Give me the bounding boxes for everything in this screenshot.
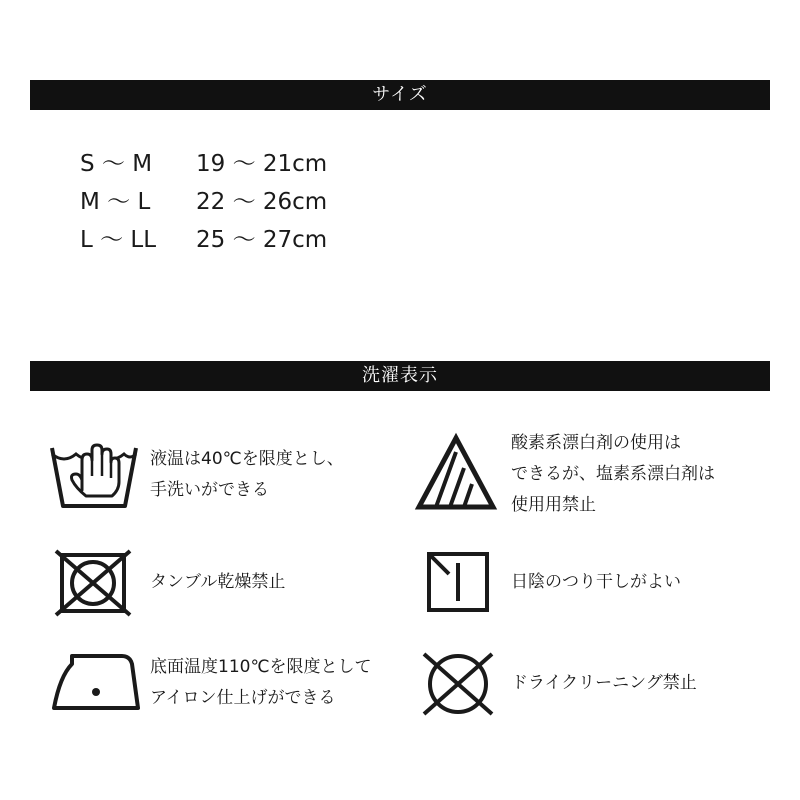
size-label: L 〜 LL [80,227,157,253]
hand-wash-40-icon [46,440,142,516]
care-description: 液温は40℃を限度とし、 手洗いができる [150,449,344,500]
size-range: 19 〜 21cm [196,151,328,177]
size-label: S 〜 M [80,151,153,177]
care-description: 酸素系漂白剤の使用は できるが、塩素系漂白剤は 使用用禁止 [511,433,715,515]
care-section-header: 洗濯表示 [30,361,770,391]
care-description: 底面温度110℃を限度として アイロン仕上げができる [150,657,372,708]
care-description: タンブル乾燥禁止 [150,572,286,592]
size-section-header: サイズ [30,80,770,110]
no-tumble-dry-icon [54,549,132,617]
size-label: M 〜 L [80,189,151,215]
no-dry-clean-icon [420,650,496,718]
care-description: ドライクリーニング禁止 [511,673,697,693]
size-range: 22 〜 26cm [196,189,328,215]
shade-line-dry-icon [424,549,492,615]
size-range: 25 〜 27cm [196,227,328,253]
care-description: 日陰のつり干しがよい [511,572,681,592]
no-bleach-icon [414,432,498,512]
iron-low-icon [50,650,142,714]
